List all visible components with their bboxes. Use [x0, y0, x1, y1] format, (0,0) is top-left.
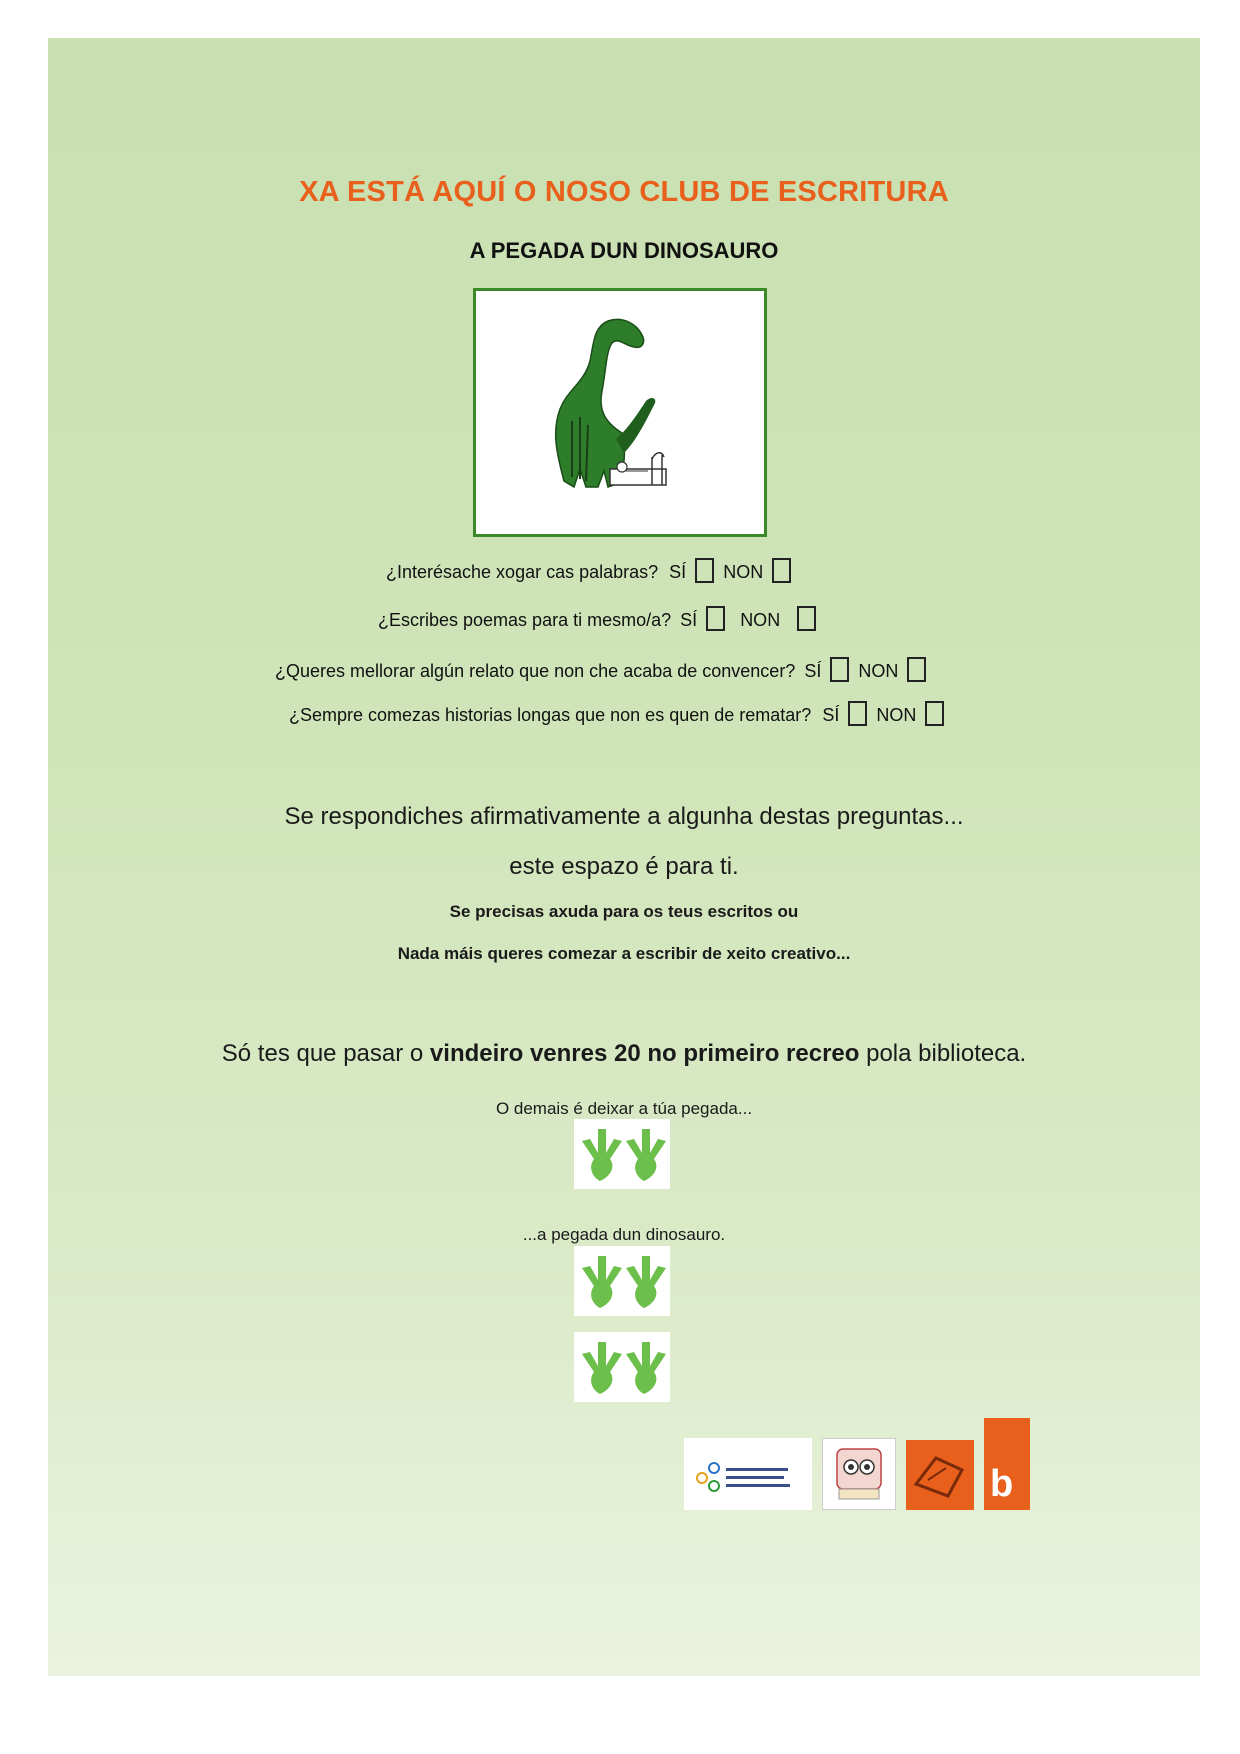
- question-3-yes-label: SÍ: [804, 661, 822, 681]
- question-1: [386, 558, 795, 583]
- question-3-yes-checkbox[interactable]: [830, 657, 849, 682]
- invitation-text-after: pola biblioteca.: [859, 1040, 1027, 1067]
- message-line-4: Nada máis queres comezar a escribir de xeito creativo...: [397, 944, 851, 963]
- question-2-yes-checkbox[interactable]: [706, 606, 725, 631]
- dinosaur-icon: [476, 291, 764, 534]
- question-1-no-label: NON: [723, 562, 764, 582]
- footprint-image-1: [574, 1119, 670, 1189]
- question-1-no-checkbox[interactable]: [772, 558, 791, 583]
- footprint-image-2: [574, 1246, 670, 1316]
- equipo-dinamizacion-logo: [684, 1438, 812, 1510]
- question-3-text: ¿Queres mellorar algún relato que non che acaba de convencer?: [275, 661, 796, 681]
- question-1-yes-checkbox[interactable]: [695, 558, 714, 583]
- question-3-no-label: NON: [858, 661, 899, 681]
- orange-book-logo: [906, 1440, 974, 1510]
- footprint-caption-1: O demais é deixar a túa pegada...: [495, 1099, 753, 1118]
- dinosaur-footprint-icon: [574, 1246, 670, 1316]
- question-2-no-checkbox[interactable]: [797, 606, 816, 631]
- poster-subtitle: A PEGADA DUN DINOSAURO: [469, 238, 779, 263]
- dinosaur-footprint-icon: [574, 1332, 670, 1402]
- footprint-image-3: [574, 1332, 670, 1402]
- poster: [48, 38, 1200, 1676]
- question-1-yes-label: SÍ: [669, 562, 687, 582]
- message-line-2: este espazo é para ti.: [509, 853, 739, 880]
- question-2-no-label: NON: [740, 610, 781, 630]
- dinosaur-image-frame: [473, 288, 767, 537]
- question-4: [289, 701, 948, 726]
- question-4-text: ¿Sempre comezas historias longas que non es quen de rematar?: [289, 705, 812, 725]
- question-2-text: ¿Escribes poemas para ti mesmo/a?: [378, 610, 672, 630]
- poster-title: XA ESTÁ AQUÍ O NOSO CLUB DE ESCRITURA: [299, 176, 949, 208]
- question-2: [378, 606, 820, 631]
- question-4-no-label: NON: [876, 705, 917, 725]
- bibliotecas-escolares-logo: [984, 1418, 1030, 1510]
- question-4-yes-label: SÍ: [822, 705, 840, 725]
- message-line-3: Se precisas axuda para os teus escritos ou: [449, 902, 799, 921]
- question-1-text: ¿Interésache xogar cas palabras?: [386, 562, 659, 582]
- dinosaur-footprint-icon: [574, 1119, 670, 1189]
- question-3-no-checkbox[interactable]: [907, 657, 926, 682]
- footprint-caption-2: ...a pegada dun dinosauro.: [522, 1225, 726, 1244]
- bibliotecas-logo-letter: b: [990, 1463, 1014, 1505]
- invitation-text-bold: vindeiro venres 20 no primeiro recreo: [429, 1040, 860, 1067]
- invitation-text-before: Só tes que pasar o: [221, 1040, 430, 1067]
- owl-logo: [822, 1438, 896, 1510]
- invitation-text: [48, 1040, 1200, 1068]
- question-2-yes-label: SÍ: [680, 610, 698, 630]
- message-line-1: Se respondiches afirmativamente a algunha destas preguntas...: [284, 803, 964, 830]
- question-3: [275, 657, 930, 682]
- question-4-no-checkbox[interactable]: [925, 701, 944, 726]
- question-4-yes-checkbox[interactable]: [848, 701, 867, 726]
